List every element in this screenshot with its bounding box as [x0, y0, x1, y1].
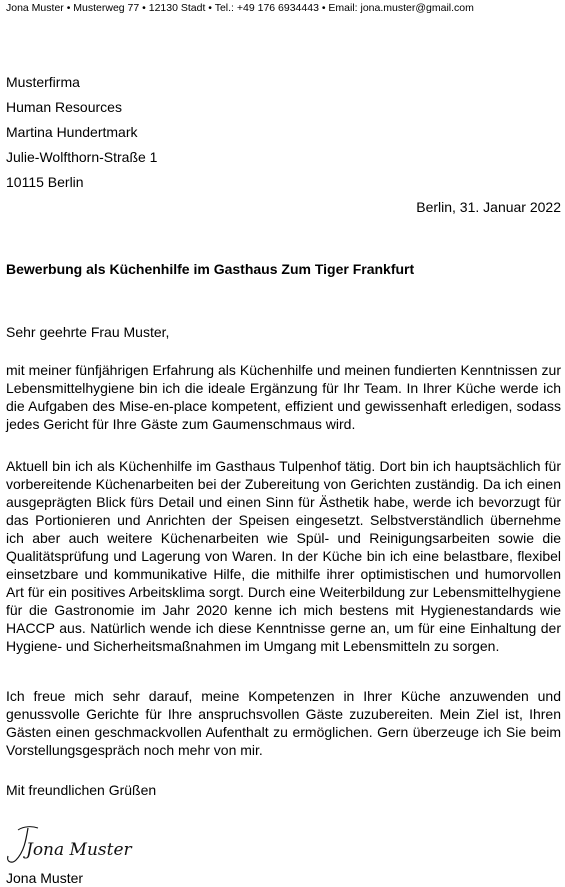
letter-closing: Mit freundlichen Grüßen — [6, 782, 157, 798]
signature-text: Jona Muster — [26, 840, 132, 860]
body-paragraph-3: Ich freue mich sehr darauf, meine Kompetenzen in Ihrer Küche anzuwenden und genussvolle Gerichte für Ihre anspruchsvollen Gäste zuzubereiten. Mein Ziel ist, Ihren Gästen einen geschmackvollen Aufenthalt zu ermöglichen. Gern überzeuge ich Sie beim Vorstellungsgespräch noch mehr von mir. — [6, 688, 561, 758]
recipient-company: Musterfirma — [6, 74, 80, 90]
recipient-name: Martina Hundertmark — [6, 124, 138, 140]
letter-salutation: Sehr geehrte Frau Muster, — [6, 324, 170, 340]
recipient-street: Julie-Wolfthorn-Straße 1 — [6, 149, 158, 165]
sender-address-line: Jona Muster • Musterweg 77 • 12130 Stadt • Tel.: +49 176 6934443 • Email: jona.muster@gmail.com — [6, 2, 474, 14]
body-paragraph-1: mit meiner fünfjährigen Erfahrung als Küchenhilfe und meinen fundierten Kenntnissen zur Lebensmittelhygiene bin ich die ideale Ergänzung für Ihr Team. In Ihrer Küche werde ich die Aufgaben des Mise-en-place kompetent, effizient und gewissenhaft erledigen, sodass jedes Gericht für Ihre Gäste zum Gaumenschmaus wird. — [6, 362, 561, 432]
letter-date: Berlin, 31. Januar 2022 — [416, 199, 561, 215]
handwritten-signature — [2, 820, 142, 866]
recipient-address-block — [6, 70, 157, 195]
signer-name: Jona Muster — [6, 870, 84, 886]
recipient-city: 10115 Berlin — [6, 174, 84, 190]
recipient-department: Human Resources — [6, 99, 122, 115]
letter-subject: Bewerbung als Küchenhilfe im Gasthaus Zum Tiger Frankfurt — [6, 261, 415, 277]
body-paragraph-2: Aktuell bin ich als Küchenhilfe im Gasthaus Tulpenhof tätig. Dort bin ich hauptsächlich für vorbereitende Küchenarbeiten bei der Zubereitung von Gerichten zuständig. Da ich einen ausgeprägten Blick fürs Detail und einen Sinn für Ästhetik habe, werde ich bevorzugt für das Portionieren und Anrichten der Speisen eingesetzt. Selbstverständlich übernehme ich aber auch weitere Küchenarbeiten wie Spül- und Reinigungsarbeiten sowie die Qualitätsprüfung und Lagerung von Waren. In der Küche bin ich eine belastbare, flexibel einsetzbare und kommunikative Hilfe, die mithilfe ihrer optimistischen und humorvollen Art für ein positives Arbeitsklima sorgt. Durch eine Weiterbildung zur Lebensmittelhygiene für die Gastronomie im Jahr 2020 kenne ich mich bestens mit Hygienestandards wie HACCP aus. Natürlich wende ich diese Kenntnisse gerne an, um für eine Einhaltung der Hygiene- und Sicherheitsmaßnahmen im Umgang mit Lebensmitteln zu sorgen. — [6, 458, 561, 654]
